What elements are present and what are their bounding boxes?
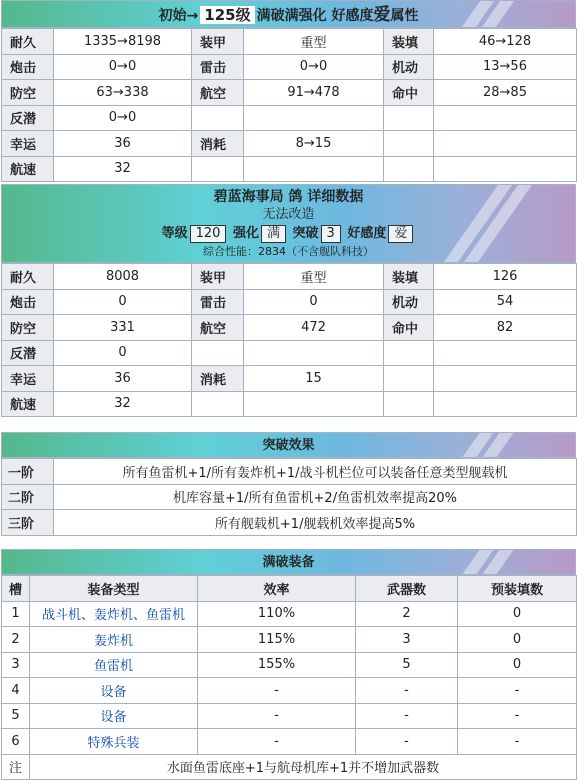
stat-row <box>2 391 577 417</box>
equipment-row <box>2 729 577 755</box>
stat-label: 机动 <box>384 54 434 80</box>
equipment-efficiency: - <box>198 729 356 755</box>
stat-label: 炮击 <box>2 289 54 315</box>
equipment-slot: 2 <box>2 627 30 653</box>
stat-label: 装填 <box>384 29 434 55</box>
stat-value <box>434 391 577 417</box>
breakthrough-value: 3 <box>321 225 341 243</box>
stat-row <box>2 54 577 80</box>
equipment-weapon-count: 2 <box>356 601 458 627</box>
initial-title-level: 125级 <box>200 6 254 24</box>
performance-text: 综合性能：2834（不含舰队科技） <box>203 245 374 258</box>
stat-row <box>2 289 577 315</box>
equipment-preload-count: 0 <box>458 601 577 627</box>
initial-title-mid: 满破满强化 好感度 <box>256 8 374 24</box>
level-label: 等级 <box>161 226 188 241</box>
limit-break-stage: 三阶 <box>2 510 54 536</box>
stat-value: 32 <box>54 156 192 182</box>
stat-value <box>434 156 577 182</box>
equipment-title: 满破装备 <box>262 555 315 570</box>
equipment-preload-count: 0 <box>458 652 577 678</box>
equipment-note: 水面鱼雷底座+1与航母机库+1并不增加武器数 <box>30 754 577 780</box>
equipment-type-link[interactable]: 设备 <box>100 684 127 700</box>
equipment-type[interactable] <box>30 652 198 678</box>
equipment-type[interactable] <box>30 703 198 729</box>
stat-label: 消耗 <box>192 131 244 157</box>
equipment-column-header: 装备类型 <box>30 576 198 602</box>
equipment-column-header: 效率 <box>198 576 356 602</box>
stat-row <box>2 366 577 392</box>
stat-label: 航空 <box>192 315 244 341</box>
stat-row <box>2 131 577 157</box>
stat-label: 命中 <box>384 80 434 106</box>
equipment-row <box>2 703 577 729</box>
stat-value: 0→0 <box>54 54 192 80</box>
limit-break-stage: 一阶 <box>2 459 54 485</box>
affinity-value: 爱 <box>388 225 413 243</box>
equipment-preload-count: 0 <box>458 627 577 653</box>
initial-title-pre: 初始→ <box>158 8 199 24</box>
equipment-row <box>2 652 577 678</box>
stat-value <box>434 340 577 366</box>
equipment-efficiency: 115% <box>198 627 356 653</box>
stat-value: 54 <box>434 289 577 315</box>
limit-break-row <box>2 459 577 485</box>
stat-row <box>2 80 577 106</box>
stat-row <box>2 340 577 366</box>
equipment-weapon-count: - <box>356 729 458 755</box>
detail-stats-table <box>1 263 577 417</box>
stat-label <box>192 156 244 182</box>
limit-break-row <box>2 484 577 510</box>
stat-label: 反潜 <box>2 340 54 366</box>
equipment-column-header: 预装填数 <box>458 576 577 602</box>
equipment-type[interactable] <box>30 678 198 704</box>
affinity-label: 好感度 <box>347 226 387 241</box>
equipment-efficiency: - <box>198 678 356 704</box>
stat-row <box>2 105 577 131</box>
stat-label: 机动 <box>384 289 434 315</box>
stat-value: 0→0 <box>54 105 192 131</box>
stat-label <box>192 340 244 366</box>
equipment-weapon-count: - <box>356 678 458 704</box>
limit-break-effect: 机库容量+1/所有鱼雷机+2/鱼雷机效率提高20% <box>54 484 577 510</box>
equipment-slot: 5 <box>2 703 30 729</box>
limit-break-effect: 所有舰载机+1/舰载机效率提高5% <box>54 510 577 536</box>
stat-label: 雷击 <box>192 289 244 315</box>
equipment-slot: 3 <box>2 652 30 678</box>
equipment-row <box>2 627 577 653</box>
limit-break-title: 突破效果 <box>262 438 315 453</box>
equipment-note-label: 注 <box>2 754 30 780</box>
stat-value: 8008 <box>54 264 192 290</box>
equipment-efficiency: 110% <box>198 601 356 627</box>
equipment-preload-count: - <box>458 703 577 729</box>
stat-row <box>2 264 577 290</box>
stat-label <box>384 366 434 392</box>
stat-label: 航空 <box>192 80 244 106</box>
breakthrough-label: 突破 <box>292 226 319 241</box>
stat-value: 重型 <box>244 29 384 55</box>
level-value: 120 <box>190 225 227 243</box>
stat-value: 1335→8198 <box>54 29 192 55</box>
stat-label: 反潜 <box>2 105 54 131</box>
stat-value <box>244 105 384 131</box>
equipment-type-link[interactable]: 特殊兵装 <box>87 735 140 751</box>
equipment-column-header: 武器数 <box>356 576 458 602</box>
enhance-value: 满 <box>261 225 286 243</box>
detail-title: 碧蓝海事局 鸽 详细数据 <box>213 189 364 205</box>
equipment-efficiency: - <box>198 703 356 729</box>
stat-value: 46→128 <box>434 29 577 55</box>
stat-value: 36 <box>54 131 192 157</box>
equipment-row <box>2 678 577 704</box>
equipment-header <box>1 549 576 575</box>
stat-row <box>2 29 577 55</box>
equipment-note-row <box>2 754 577 780</box>
stat-label: 幸运 <box>2 366 54 392</box>
stat-value: 0 <box>54 340 192 366</box>
stat-value <box>434 366 577 392</box>
stat-value: 32 <box>54 391 192 417</box>
stat-label: 幸运 <box>2 131 54 157</box>
stat-value: 63→338 <box>54 80 192 106</box>
equipment-slot: 6 <box>2 729 30 755</box>
limit-break-effect: 所有鱼雷机+1/所有轰炸机+1/战斗机栏位可以装备任意类型舰载机 <box>54 459 577 485</box>
stat-label <box>384 105 434 131</box>
stat-label <box>192 391 244 417</box>
equipment-type-link[interactable]: 战斗机、轰炸机、鱼雷机 <box>41 608 185 624</box>
stat-value <box>244 391 384 417</box>
stat-value: 0→0 <box>244 54 384 80</box>
stat-label <box>192 105 244 131</box>
stat-label <box>384 391 434 417</box>
stat-value <box>244 156 384 182</box>
stat-value: 82 <box>434 315 577 341</box>
equipment-type[interactable] <box>30 627 198 653</box>
equipment-weapon-count: 5 <box>356 652 458 678</box>
equipment-preload-count: - <box>458 678 577 704</box>
equipment-column-header: 槽 <box>2 576 30 602</box>
stat-value: 36 <box>54 366 192 392</box>
stat-label: 耐久 <box>2 29 54 55</box>
enhance-label: 强化 <box>232 226 259 241</box>
initial-stats-table <box>1 28 577 182</box>
equipment-type[interactable] <box>30 601 198 627</box>
stat-label: 防空 <box>2 80 54 106</box>
stat-value: 91→478 <box>244 80 384 106</box>
equipment-weapon-count: 3 <box>356 627 458 653</box>
stat-row <box>2 315 577 341</box>
equipment-table <box>1 575 577 780</box>
stat-label: 装甲 <box>192 29 244 55</box>
stat-value: 0 <box>54 289 192 315</box>
stat-value <box>244 340 384 366</box>
stat-value: 126 <box>434 264 577 290</box>
detail-header <box>1 184 576 263</box>
equipment-slot: 1 <box>2 601 30 627</box>
equipment-preload-count: - <box>458 729 577 755</box>
equipment-type[interactable] <box>30 729 198 755</box>
equipment-type-link[interactable]: 鱼雷机 <box>93 659 133 675</box>
stat-label: 消耗 <box>192 366 244 392</box>
stat-value: 8→15 <box>244 131 384 157</box>
stat-label <box>384 340 434 366</box>
equipment-efficiency: 155% <box>198 652 356 678</box>
stat-value <box>434 105 577 131</box>
stat-label: 航速 <box>2 391 54 417</box>
limit-break-header <box>1 432 576 458</box>
equipment-type-link[interactable]: 设备 <box>100 710 127 726</box>
equipment-type-link[interactable]: 轰炸机 <box>93 633 133 649</box>
stat-value: 15 <box>244 366 384 392</box>
stat-label: 装填 <box>384 264 434 290</box>
stat-label: 防空 <box>2 315 54 341</box>
stat-row <box>2 156 577 182</box>
equipment-row <box>2 601 577 627</box>
stat-label: 航速 <box>2 156 54 182</box>
initial-title-post: 属性 <box>390 8 419 24</box>
stat-value: 0 <box>244 289 384 315</box>
stat-label <box>384 131 434 157</box>
equipment-weapon-count: - <box>356 703 458 729</box>
stat-value: 重型 <box>244 264 384 290</box>
initial-title-love: 爱 <box>373 5 391 25</box>
limit-break-row <box>2 510 577 536</box>
stat-value: 472 <box>244 315 384 341</box>
detail-subtitle: 无法改造 <box>262 207 315 222</box>
stat-label: 耐久 <box>2 264 54 290</box>
stat-label: 雷击 <box>192 54 244 80</box>
stat-value: 331 <box>54 315 192 341</box>
limit-break-stage: 二阶 <box>2 484 54 510</box>
stat-value: 28→85 <box>434 80 577 106</box>
stat-value <box>434 131 577 157</box>
stat-label: 命中 <box>384 315 434 341</box>
equipment-header-row <box>2 576 577 602</box>
stat-label: 炮击 <box>2 54 54 80</box>
stat-value: 13→56 <box>434 54 577 80</box>
limit-break-table <box>1 458 577 536</box>
initial-stats-header <box>1 0 576 28</box>
stat-label: 装甲 <box>192 264 244 290</box>
equipment-slot: 4 <box>2 678 30 704</box>
stat-label <box>384 156 434 182</box>
